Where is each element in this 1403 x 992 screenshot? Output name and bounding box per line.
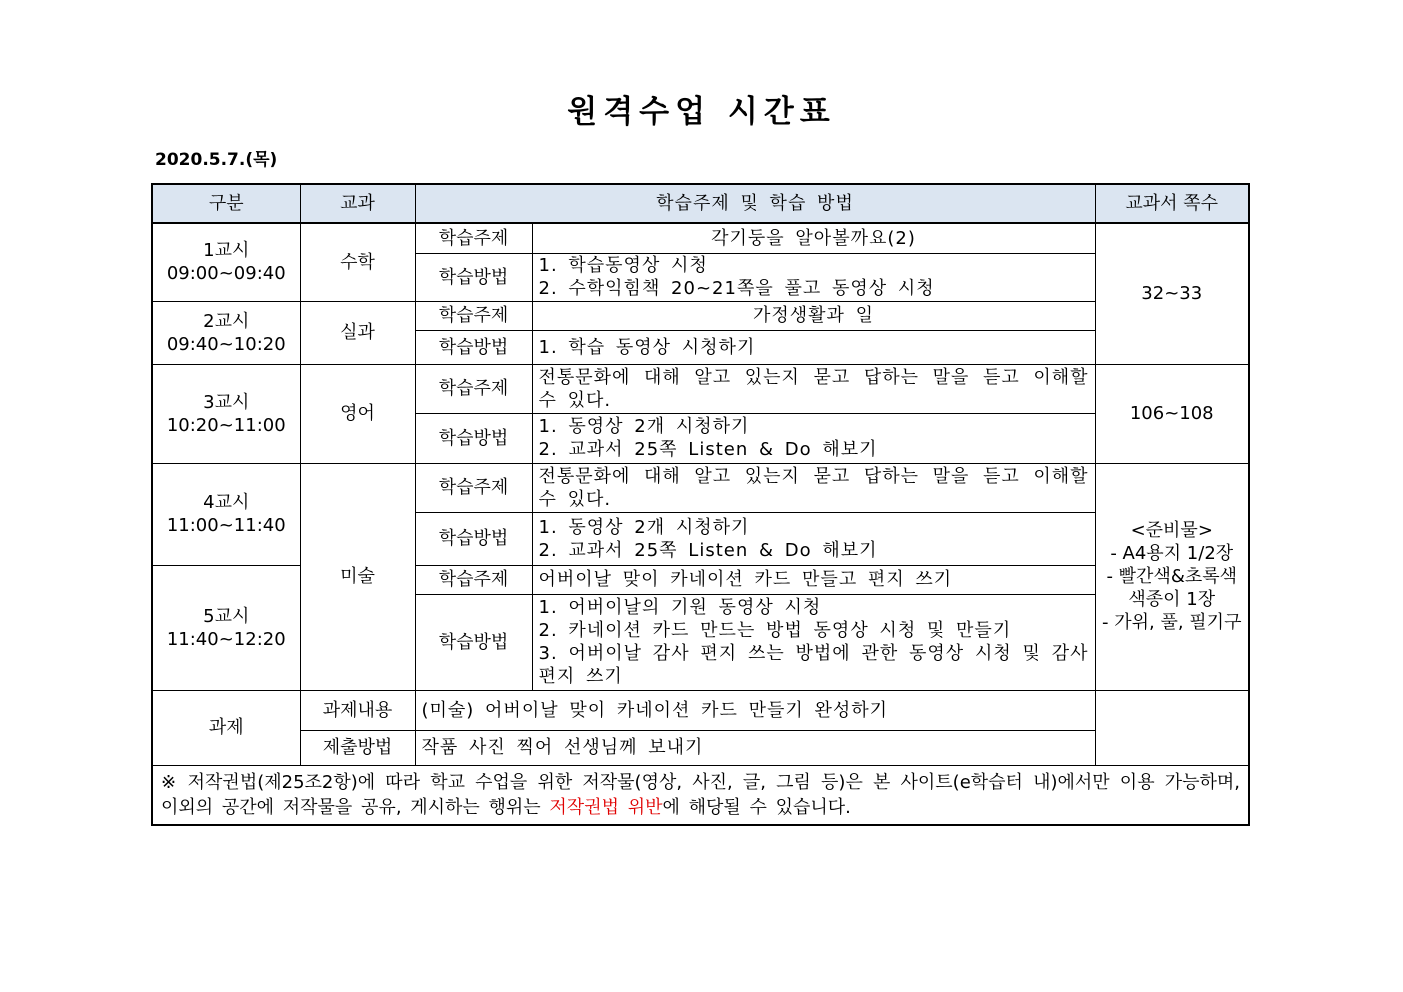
period-4-label: 4교시 bbox=[203, 492, 250, 513]
period-4-topic-row bbox=[152, 463, 1249, 512]
period-3-time: 10:20~11:00 bbox=[166, 414, 286, 436]
period-3-cell bbox=[152, 364, 300, 463]
period-1-label: 1교시 bbox=[203, 240, 250, 262]
period-2-topic-row bbox=[152, 301, 1249, 330]
supplies-item: - 가위, 풀, 필기구 bbox=[1102, 612, 1242, 633]
period-3-method bbox=[532, 413, 1095, 463]
period-1-topic-row bbox=[152, 223, 1249, 253]
topic-label: 학습주제 bbox=[415, 301, 532, 330]
method-item: 1. 학습동영상 시청 bbox=[538, 255, 708, 276]
method-item: 2. 교과서 25쪽 Listen & Do 해보기 bbox=[538, 439, 878, 460]
header-subject: 교과 bbox=[300, 184, 415, 223]
assignment-submit: 작품 사진 찍어 선생님께 보내기 bbox=[415, 730, 1095, 765]
method-item: 2. 수학익힘책 20~21쪽을 풀고 동영상 시청 bbox=[538, 278, 935, 299]
topic-label: 학습주제 bbox=[415, 364, 532, 413]
assignment-submit-label: 제출방법 bbox=[300, 730, 415, 765]
period-2-subject: 실과 bbox=[300, 301, 415, 364]
assignment-content: (미술) 어버이날 맞이 카네이션 카드 만들기 완성하기 bbox=[415, 690, 1095, 730]
period-5-time: 11:40~12:20 bbox=[166, 628, 286, 650]
period-4-method bbox=[532, 512, 1095, 565]
period-2-label: 2교시 bbox=[203, 310, 250, 332]
method-item: 2. 교과서 25쪽 Listen & Do 해보기 bbox=[538, 539, 878, 561]
period-2-cell bbox=[152, 301, 300, 364]
method-item: 2. 카네이션 카드 만드는 방법 동영상 시청 및 만들기 bbox=[538, 620, 1012, 641]
period-3-topic: 전통문화에 대해 알고 있는지 묻고 답하는 말을 듣고 이해할 수 있다. bbox=[532, 364, 1095, 413]
notice-row bbox=[152, 765, 1249, 825]
supplies-item: - A4용지 1/2장 bbox=[1110, 543, 1234, 564]
header-category: 구분 bbox=[152, 184, 300, 223]
supplies-title: <준비물> bbox=[1130, 520, 1213, 541]
date-label: 2020.5.7.(목) bbox=[155, 150, 278, 170]
timetable bbox=[151, 183, 1250, 826]
period-5-topic: 어버이날 맞이 카네이션 카드 만들고 편지 쓰기 bbox=[532, 565, 1095, 594]
period-5-method bbox=[532, 594, 1095, 690]
assignment-content-label: 과제내용 bbox=[300, 690, 415, 730]
assignment-label: 과제 bbox=[152, 690, 300, 765]
period-4-time: 11:00~11:40 bbox=[166, 515, 286, 536]
period-1-topic: 각기둥을 알아볼까요(2) bbox=[532, 223, 1095, 253]
supplies-item: - 빨간색&초록색 색종이 1장 bbox=[1106, 566, 1238, 610]
method-item: 1. 학습 동영상 시청하기 bbox=[538, 336, 756, 358]
period-1-cell bbox=[152, 223, 300, 301]
assignment-empty-cell bbox=[1095, 690, 1249, 765]
header-topic-method: 학습주제 및 학습 방법 bbox=[415, 184, 1095, 223]
assignment-content-row bbox=[152, 690, 1249, 730]
period-1-subject: 수학 bbox=[300, 223, 415, 301]
topic-label: 학습주제 bbox=[415, 463, 532, 512]
method-item: 1. 어버이날의 기원 동영상 시청 bbox=[538, 597, 822, 618]
notice-text-end: 에 해당될 수 있습니다. bbox=[662, 796, 851, 818]
topic-label: 학습주제 bbox=[415, 565, 532, 594]
method-label: 학습방법 bbox=[415, 330, 532, 364]
assignment-submit-row bbox=[152, 730, 1249, 765]
method-item: 1. 동영상 2개 시청하기 bbox=[538, 516, 750, 538]
notice-highlight: 저작권법 위반 bbox=[549, 796, 663, 818]
method-item: 3. 어버이날 감사 편지 쓰는 방법에 관한 동영상 시청 및 감사 편지 쓰기 bbox=[538, 643, 1089, 687]
period-2-topic: 가정생활과 일 bbox=[532, 301, 1095, 330]
copyright-notice bbox=[152, 765, 1249, 825]
notice-text: ※ 저작권법(제25조2항)에 따라 학교 수업을 위한 저작물(영상, 사진, 글, 그림 등)은 본 사이트(e학습터 내)에서만 이용 가능하며, 이외의 공간에 저작물을 공유, 게시하는 행위는 bbox=[161, 771, 1240, 818]
period-2-method bbox=[532, 330, 1095, 364]
header-row bbox=[152, 184, 1249, 223]
page-title: 원격수업 시간표 bbox=[567, 94, 836, 130]
period-4-cell bbox=[152, 463, 300, 565]
topic-label: 학습주제 bbox=[415, 223, 532, 253]
period-5-label: 5교시 bbox=[203, 605, 250, 627]
period-3-subject: 영어 bbox=[300, 364, 415, 463]
period-1-method bbox=[532, 253, 1095, 301]
header-pages: 교과서 쪽수 bbox=[1095, 184, 1249, 223]
pages-3: 106~108 bbox=[1095, 364, 1249, 463]
method-label: 학습방법 bbox=[415, 253, 532, 301]
period-4-5-subject: 미술 bbox=[300, 463, 415, 690]
period-4-topic: 전통문화에 대해 알고 있는지 묻고 답하는 말을 듣고 이해할 수 있다. bbox=[532, 463, 1095, 512]
period-2-time: 09:40~10:20 bbox=[166, 333, 286, 355]
method-item: 1. 동영상 2개 시청하기 bbox=[538, 416, 750, 437]
method-label: 학습방법 bbox=[415, 594, 532, 690]
period-3-topic-row bbox=[152, 364, 1249, 413]
period-3-label: 3교시 bbox=[203, 391, 250, 413]
method-label: 학습방법 bbox=[415, 512, 532, 565]
period-1-time: 09:00~09:40 bbox=[166, 263, 286, 285]
method-label: 학습방법 bbox=[415, 413, 532, 463]
pages-4-5 bbox=[1095, 463, 1249, 690]
pages-1-2: 32~33 bbox=[1095, 223, 1249, 364]
period-5-cell bbox=[152, 565, 300, 690]
